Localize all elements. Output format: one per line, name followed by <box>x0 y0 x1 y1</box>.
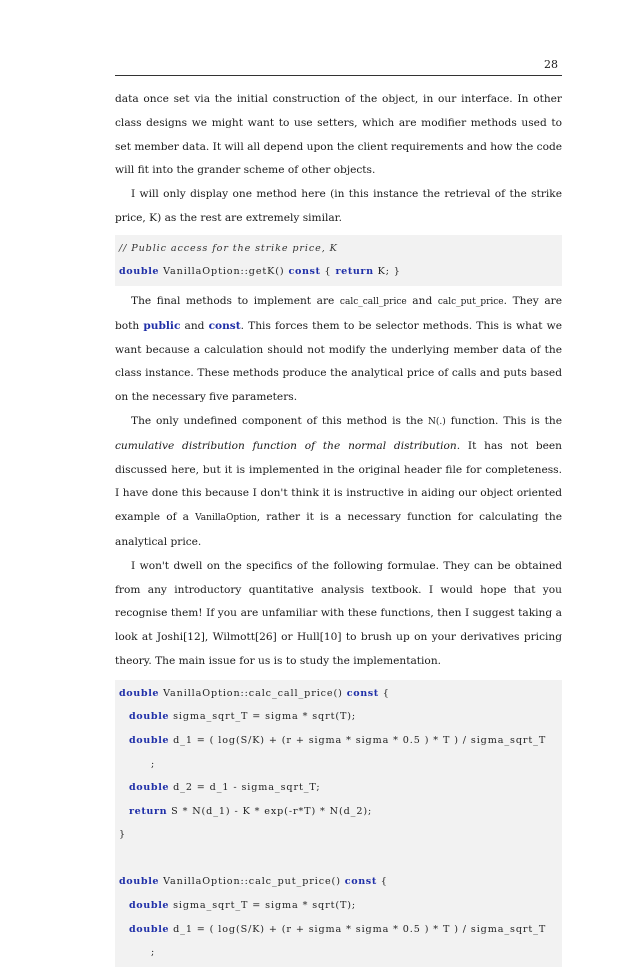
code-keyword: double <box>129 900 170 912</box>
code-text: S * N(d_1) - K * exp(-r*T) * N(d_2); <box>167 805 373 817</box>
code-text: sigma_sqrt_T = sigma * sqrt(T); <box>169 900 357 912</box>
page-number: 28 <box>544 58 558 71</box>
header-rule <box>115 75 562 76</box>
code-text: { <box>376 876 388 888</box>
code-keyword: double <box>119 876 160 888</box>
code-text: { <box>378 687 390 699</box>
inline-code: calc_put_price <box>437 296 504 307</box>
code-keyword: const <box>346 687 379 699</box>
code-block-getk <box>115 235 562 286</box>
code-comment: // Public access for the strike price, K <box>119 242 338 254</box>
code-keyword: double <box>119 687 160 699</box>
inline-keyword: public <box>143 319 181 332</box>
paragraph: I will only display one method here (in this instance the retrieval of the strike price, K) as the rest are extremely similar. <box>115 188 562 224</box>
code-text: K; } <box>373 266 401 278</box>
code-keyword: const <box>344 876 377 888</box>
paragraph: The final methods to implement are calc_call_price and calc_put_price. They are both public and const. This forces them to be selector methods. This is what we want because a calculation should not modify the underlying member data of the class instance. These methods produce the analytical price of calls and puts based on the necessary five parameters. <box>115 294 563 404</box>
code-text: d_1 = ( log(S/K) + (r + sigma * sigma * 0.5 ) * T ) / sigma_sqrt_T <box>169 923 547 935</box>
code-keyword: return <box>129 805 168 817</box>
code-text: VanillaOption::calc_put_price() <box>159 876 345 888</box>
emphasis: cumulative distribution function of the normal distribution <box>115 439 457 452</box>
paragraph: The only undefined component of this method is the N(.) function. This is the cumulative distribution function of the normal distribution. It has not been discussed here, but it is implemented in the original header file for completeness. I have done this because I don't think it is instructive in aiding our object oriented example of a VanillaOption, rather it is a necessary function for calculating the analytical price. <box>115 414 562 548</box>
inline-keyword: const <box>208 319 241 332</box>
inline-code: VanillaOption <box>195 513 257 524</box>
code-text: d_2 = d_1 - sigma_sqrt_T; <box>169 782 321 794</box>
code-text: } <box>119 829 127 841</box>
code-keyword: return <box>335 266 374 278</box>
code-text: ; <box>151 947 156 959</box>
page-body <box>115 88 562 967</box>
code-keyword: const <box>288 266 321 278</box>
code-text: d_1 = ( log(S/K) + (r + sigma * sigma * 0.5 ) * T ) / sigma_sqrt_T <box>169 734 547 746</box>
code-keyword: double <box>129 734 170 746</box>
code-block-pricing <box>115 680 562 967</box>
code-text: VanillaOption::calc_call_price() <box>159 687 347 699</box>
inline-code: N(.) <box>428 416 446 427</box>
code-keyword: double <box>129 711 170 723</box>
paragraph: data once set via the initial construction of the object, in our interface. In other class designs we might want to use setters, which are modifier methods used to set member data. It will all depend upon the client requirements and how the code will fit into the grander scheme of other objects. <box>115 93 562 177</box>
inline-code: calc_call_price <box>339 296 407 307</box>
code-text: sigma_sqrt_T = sigma * sqrt(T); <box>169 711 357 723</box>
code-keyword: double <box>129 923 170 935</box>
paragraph: I won't dwell on the specifics of the following formulae. They can be obtained from any introductory quantitative analysis textbook. I would hope that you recognise them! If you are unfamiliar with these functions, then I suggest taking a look at Joshi[12], Wilmott[26] or Hull[10] to brush up on your derivatives pricing theory. The main issue for us is to study the implementation. <box>115 559 562 667</box>
code-keyword: double <box>129 782 170 794</box>
code-text: { <box>320 266 336 278</box>
code-text: VanillaOption::getK() <box>159 266 289 278</box>
code-text: ; <box>151 758 156 770</box>
code-keyword: double <box>119 266 160 278</box>
